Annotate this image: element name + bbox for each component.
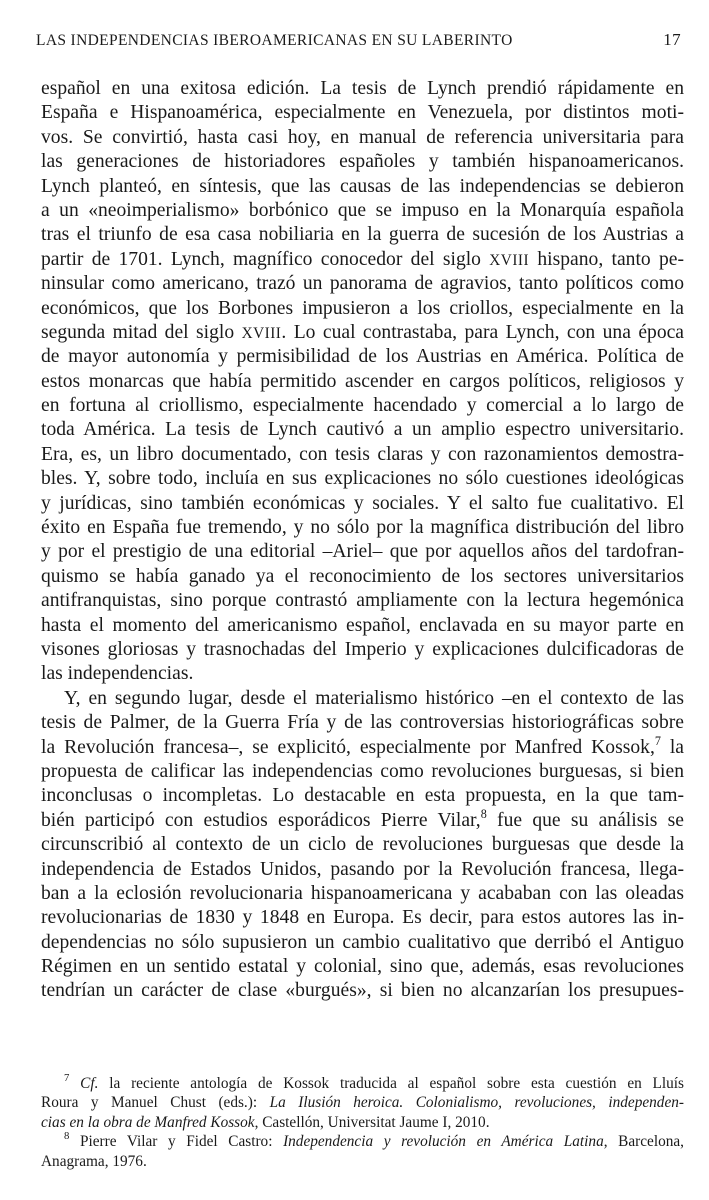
text-line: dependencias no sólo supusieron un cambio cualitativo que derribó el Antiguo	[41, 931, 684, 953]
footnotes	[41, 1074, 684, 1171]
text-line: de mayor autonomía y permisibilidad de los Austrias en América. Política de	[41, 346, 684, 368]
text-line: bles. Y, sobre todo, incluía en sus explicaciones no sólo cuestiones ideológicas	[41, 468, 684, 490]
text-line: tras el triunfo de esa casa nobiliaria en la guerra de sucesión de los Austrias a	[41, 224, 684, 246]
text-line: ban a la eclosión revolucionaria hispanoamericana y acababan con las oleadas	[41, 882, 684, 904]
footnote-segment: Roura y Manuel Chust (eds.):	[41, 1094, 270, 1112]
text-line: propuesta de calificar las independencias como revoluciones burguesas, si bien	[41, 760, 684, 782]
century-numeral: XVIII	[241, 324, 282, 342]
text-line: antifranquistas, sino porque contrastó ampliamente con la lectura hegemónica	[41, 590, 684, 612]
footnote-segment: la reciente antología de Kossok traducida al español sobre esta cuestión en Lluís	[98, 1075, 684, 1092]
text-line: tesis de Palmer, de la Guerra Fría y de las controversias historiográficas sobre	[41, 712, 684, 734]
text-line: éxito en España fue tremendo, y no sólo por la magnífica distribución del libro	[41, 517, 684, 539]
text-segment: . Lo cual contrastaba, para Lynch, con una época	[281, 321, 685, 343]
text-segment: hispano, tanto pe-	[529, 248, 684, 270]
footnote-line: Anagrama, 1976.	[41, 1152, 147, 1170]
text-line: independencia de Estados Unidos, pasando por la Revolución francesa, llega-	[41, 858, 684, 880]
book-title: La Ilusión heroica. Colonialismo, revoluciones, independen-	[269, 1094, 684, 1112]
footnote-segment: , Castellón, Universitat Jaume I, 2010.	[254, 1113, 490, 1131]
text-line: y jurídicas, sino también económicas y sociales. Y el salto fue cualitativo. El	[41, 492, 684, 514]
text-line: hasta el momento del americanismo español, enclavada en su mayor parte en	[41, 614, 684, 636]
footnote-line	[41, 1113, 684, 1132]
text-line: las independencias.	[41, 663, 194, 685]
book-title: cias en la obra de Manfred Kossok	[41, 1113, 255, 1131]
footnote-8	[41, 1132, 684, 1151]
text-line: visones gloriosas y trasnochadas del Imperio y explicaciones dulcificadoras de	[41, 638, 684, 660]
footnote-number: 8	[64, 1130, 70, 1143]
text-line: en fortuna al criollismo, especialmente hacendado y comercial a lo largo de	[41, 395, 684, 417]
book-title: Independencia y revolución en América Latina	[283, 1133, 604, 1151]
paragraph-start-line: Y, en segundo lugar, desde el materialismo histórico –en el contexto de las	[64, 687, 684, 709]
running-title: LAS INDEPENDENCIAS IBEROAMERICANAS EN SU LABERINTO	[36, 32, 513, 49]
text-segment: la Revolución francesa–, se explicitó, especialmente por Manfred Kossok,	[41, 736, 655, 758]
text-line: vos. Se convirtió, hasta casi hoy, en manual de referencia universitaria para	[41, 126, 684, 148]
text-line: circunscribió al contexto de un ciclo de revoluciones burguesas que desde la	[41, 834, 684, 856]
text-segment: segunda mitad del siglo	[41, 321, 242, 343]
text-line: inconclusas o incompletas. Lo destacable en esta propuesta, en la que tam-	[41, 785, 684, 807]
text-line: quismo se había ganado ya el reconocimiento de los sectores universitarios	[41, 565, 684, 587]
text-line: a un «neoimperialismo» borbónico que se impuso en la Monarquía española	[41, 199, 684, 221]
footnote-segment: Pierre Vilar y Fidel Castro:	[79, 1133, 284, 1151]
text-segment: bién participó con estudios esporádicos Pierre Vilar,	[41, 809, 481, 831]
footnote-number: 7	[64, 1072, 70, 1085]
text-line: España e Hispanoamérica, especialmente en Venezuela, por distintos moti-	[41, 102, 684, 124]
main-text	[41, 77, 684, 1004]
text-line: tendrían un carácter de clase «burgués», si bien no alcanzarían los presupues-	[41, 980, 684, 1002]
text-line: ninsular como americano, trazó un panorama de agravios, tanto políticos como	[41, 273, 684, 295]
text-line: Régimen en un sentido estatal y colonial, sino que, además, esas revoluciones	[41, 956, 684, 978]
text-line: toda América. La tesis de Lynch cautivó a un amplio espectro universitario.	[41, 419, 684, 441]
text-segment: la	[660, 736, 684, 758]
footnote-7	[41, 1074, 684, 1093]
footnote-segment: Cf.	[80, 1075, 99, 1092]
text-line	[41, 321, 684, 345]
text-line: las generaciones de historiadores españoles y también hispanoamericanos.	[41, 151, 684, 173]
footnote-segment: , Barcelona,	[603, 1133, 684, 1151]
footnote-line	[41, 1093, 684, 1112]
text-line: español en una exitosa edición. La tesis de Lynch prendió rápidamente en	[41, 78, 684, 99]
text-segment: fue que su análisis se	[486, 809, 684, 831]
text-segment: partir de 1701. Lynch, magnífico conocedor del siglo	[41, 248, 490, 270]
footnote-ref: 8	[480, 806, 487, 821]
text-line: Era, es, un libro documentado, con tesis claras y con razonamientos demostra-	[41, 443, 684, 465]
text-line	[41, 733, 684, 760]
footnote-ref: 7	[654, 733, 661, 748]
running-header	[36, 30, 681, 50]
century-numeral: XVIII	[489, 251, 530, 269]
text-line: y por el prestigio de una editorial –Ariel– que por aquellos años del tardofran-	[41, 541, 684, 563]
text-line	[41, 806, 684, 833]
text-line	[41, 248, 684, 272]
text-line: estos monarcas que había permitido ascender en cargos políticos, religiosos y	[41, 370, 684, 392]
text-line: económicos, que los Borbones impusieron a los criollos, especialmente en la	[41, 297, 684, 319]
text-line: Lynch planteó, en síntesis, que las causas de las independencias se debieron	[41, 175, 684, 197]
page-number: 17	[663, 30, 681, 49]
text-line: revolucionarias de 1830 y 1848 en Europa. Es decir, para estos autores las in-	[41, 907, 684, 929]
